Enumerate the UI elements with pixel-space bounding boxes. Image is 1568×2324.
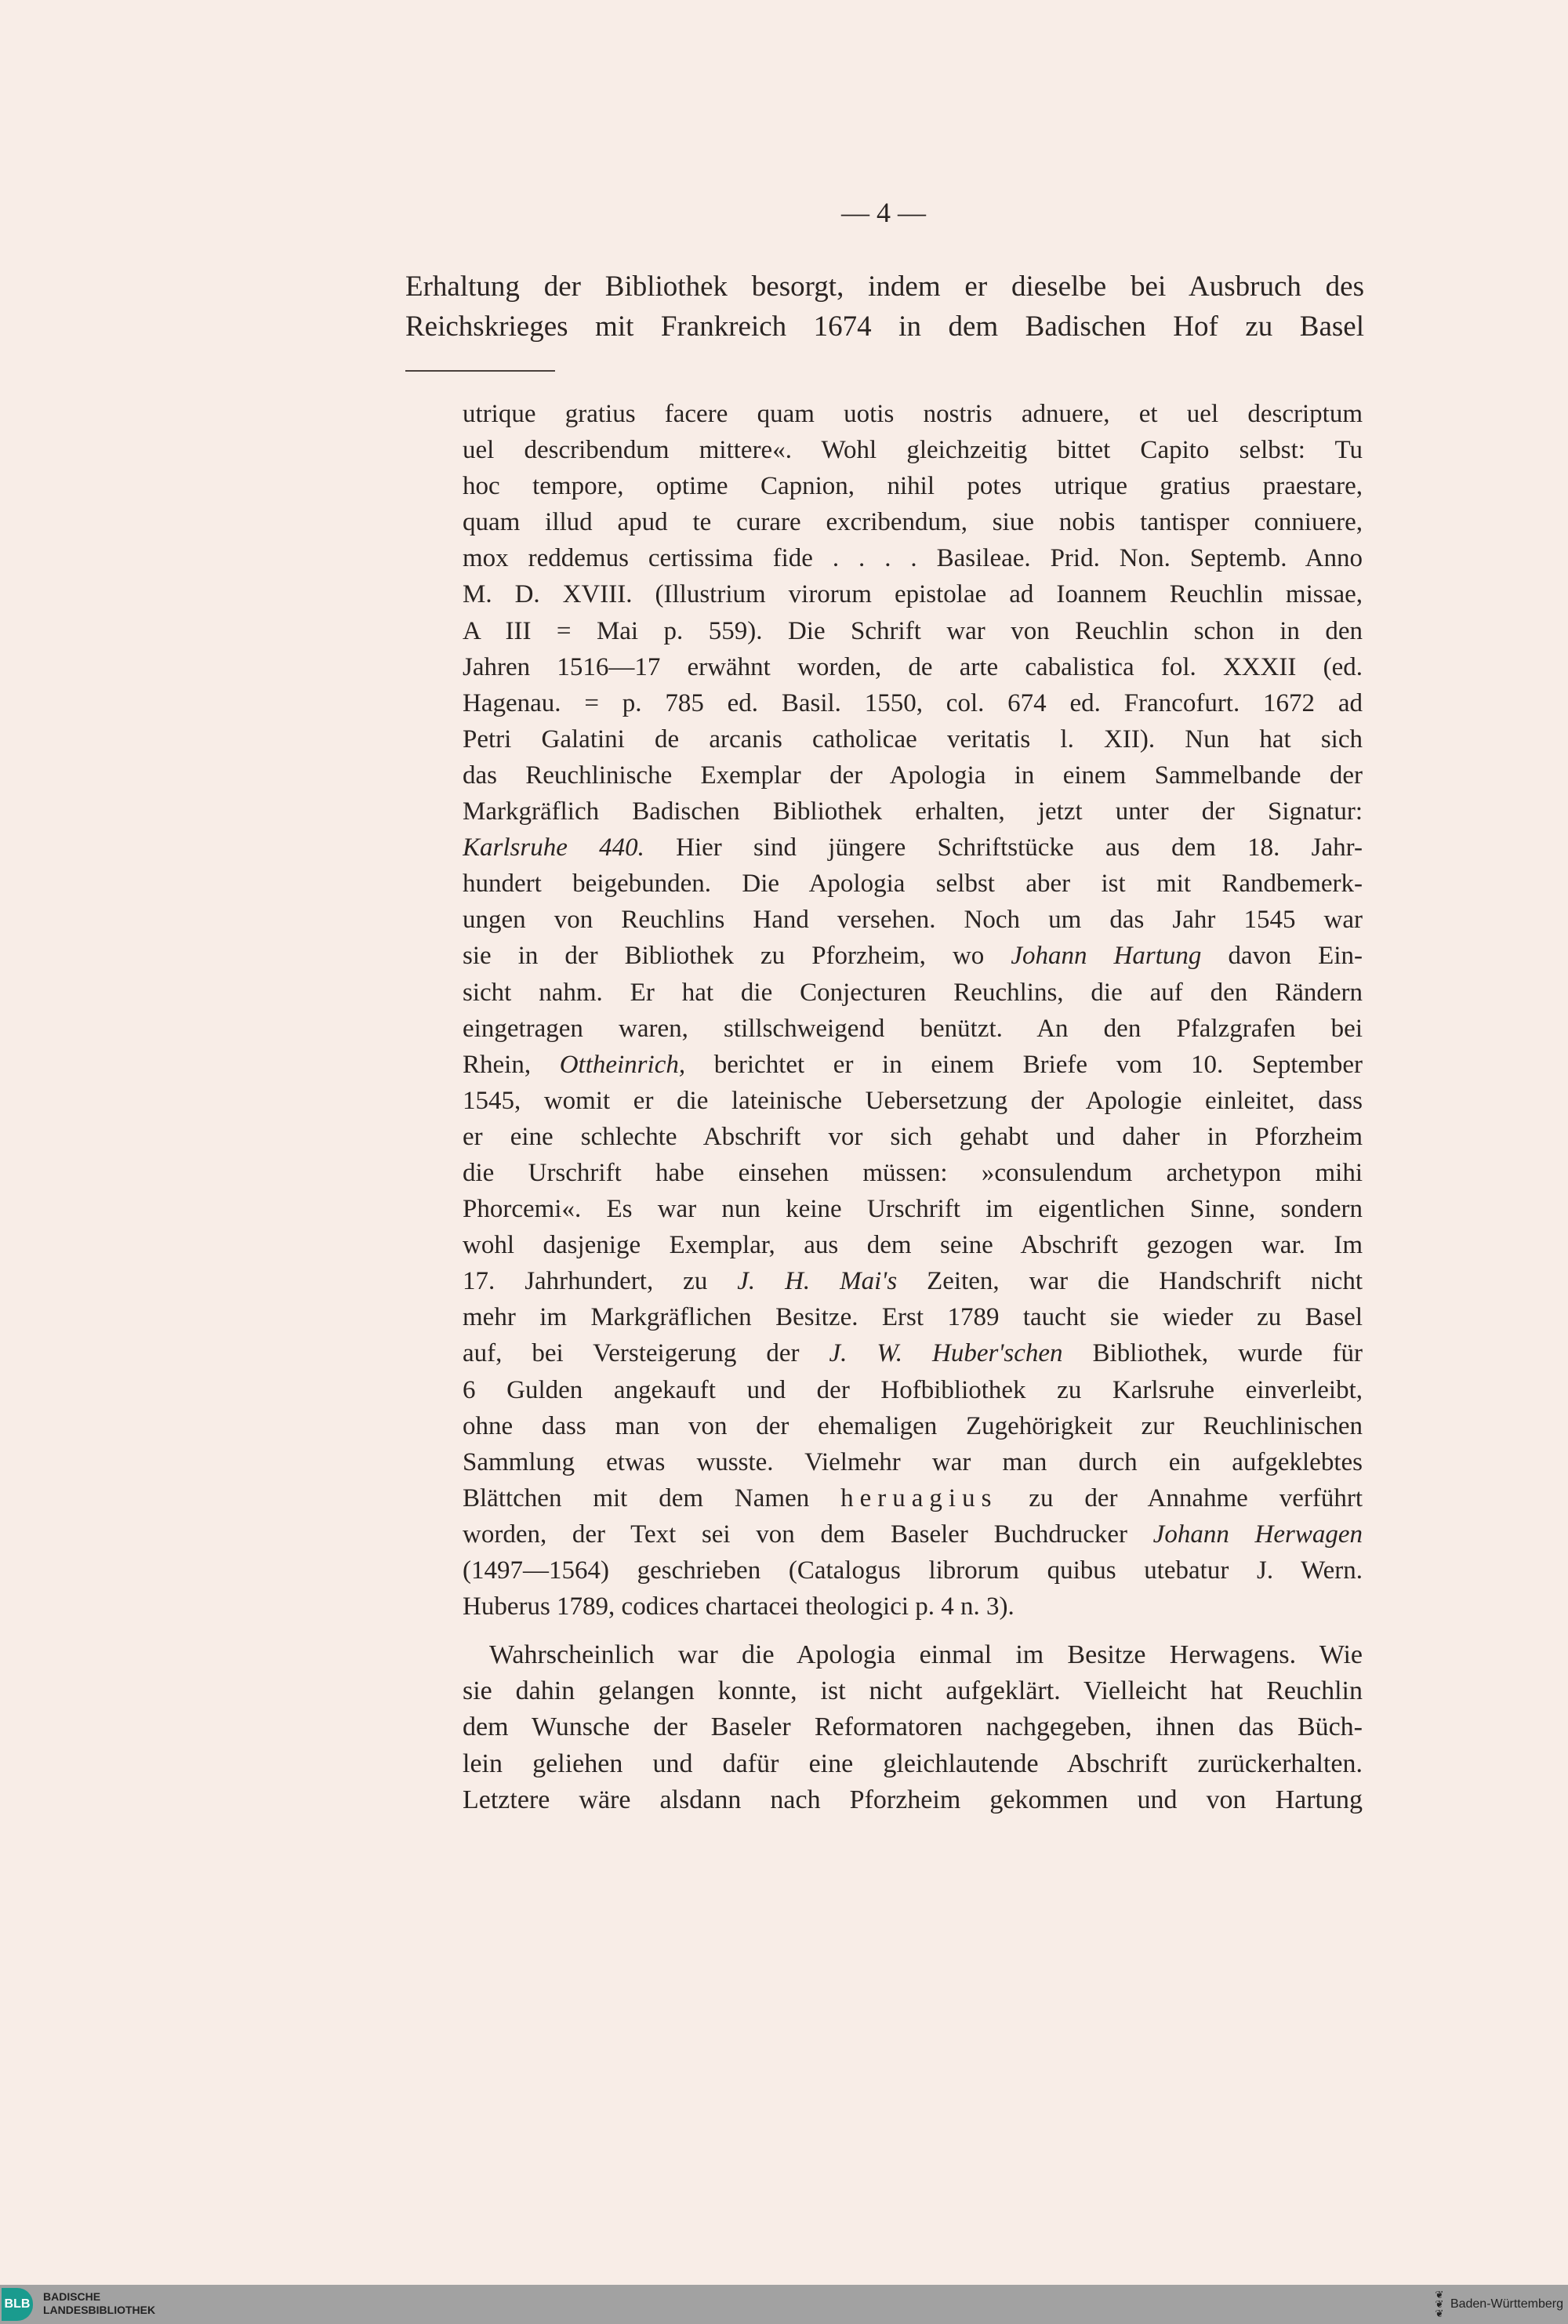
text-segment: Bibliothek, wurde für (1062, 1339, 1363, 1368)
spaced-text: heruagius (840, 1483, 998, 1512)
footnote-line (463, 866, 1363, 902)
text-segment: die Urschrift habe einsehen müssen: »consulendum archetypon mihi (463, 1158, 1363, 1187)
footnote-line (463, 1299, 1363, 1335)
footnote-line (463, 793, 1363, 830)
text-segment: Rhein, (463, 1050, 560, 1079)
text-segment: uel describendum mittere«. Wohl gleichzeitig bittet Capito selbst: Tu (463, 436, 1363, 465)
italic-text: J. H. Mai's (737, 1267, 898, 1296)
footnote-line (463, 1589, 1363, 1625)
text-segment: Zeiten, war die Handschrift nicht (897, 1267, 1363, 1296)
library-name[interactable] (43, 2290, 155, 2317)
text-segment: sicht nahm. Er hat die Conjecturen Reuchlins, die auf den Rändern (463, 978, 1363, 1007)
text-segment: hundert beigebunden. Die Apologia selbst aber ist mit Randbemerk- (463, 870, 1363, 899)
italic-text: Karlsruhe 440. (463, 833, 644, 862)
text-segment: Jahren 1516—17 erwähnt worden, de arte cabalistica fol. XXXII (ed. (463, 652, 1363, 681)
italic-text: Johann Hartung (1011, 942, 1202, 971)
footnote-line (463, 1263, 1363, 1299)
text-segment: davon Ein- (1201, 942, 1363, 971)
text-segment: wohl dasjenige Exemplar, aus dem seine Abschrift gezogen war. Im (463, 1231, 1363, 1260)
footnote-line (463, 757, 1363, 793)
paragraph-line: Letztere wäre alsdann nach Pforzheim gekommen und von Hartung (463, 1785, 1363, 1814)
text-segment: (1497—1564) geschrieben (Catalogus librorum quibus utebatur J. Wern. (463, 1556, 1363, 1585)
text-segment: mox reddemus certissima fide . . . . Basileae. Prid. Non. Septemb. Anno (463, 544, 1363, 573)
text-segment: Hagenau. = p. 785 ed. Basil. 1550, col. 674 ed. Francofurt. 1672 ad (463, 688, 1363, 717)
paragraph-line: sie dahin gelangen konnte, ist nicht aufgeklärt. Vielleicht hat Reuchlin (463, 1676, 1363, 1706)
footnote-line (463, 1083, 1363, 1119)
text-segment: 6 Gulden angekauft und der Hofbibliothek zu Karlsruhe einverleibt, (463, 1375, 1363, 1404)
text-segment: Blättchen mit dem Namen (463, 1483, 841, 1512)
footnote-line (463, 1444, 1363, 1480)
footnote-line (463, 1191, 1363, 1227)
italic-text: Johann Herwagen (1152, 1520, 1363, 1549)
footnote-line (463, 975, 1363, 1011)
footnote-line (463, 1335, 1363, 1371)
state-logo[interactable] (1433, 2290, 1563, 2319)
text-segment: Markgräflich Badischen Bibliothek erhalten, jetzt unter der Signatur: (463, 797, 1363, 826)
text-segment: ohne dass man von der ehemaligen Zugehörigkeit zur Reuchlinischen (463, 1411, 1363, 1440)
italic-text: J. W. Huber'schen (829, 1339, 1063, 1368)
text-segment: er eine schlechte Abschrift vor sich gehabt und daher in Pforzheim (463, 1122, 1363, 1151)
footer-bar (0, 2285, 1568, 2324)
footnote-line (463, 1011, 1363, 1047)
text-segment: Huberus 1789, codices chartacei theologici p. 4 n. 3). (463, 1592, 1014, 1621)
footnote-line (463, 1155, 1363, 1191)
text-segment: sie in der Bibliothek zu Pforzheim, wo (463, 942, 1011, 971)
footnote-line (463, 613, 1363, 649)
text-segment: Hier sind jüngere Schriftstücke aus dem 18. Jahr- (644, 833, 1363, 862)
footnote-line (463, 1227, 1363, 1263)
text-segment: 17. Jahrhundert, zu (463, 1267, 738, 1296)
text-segment: auf, bei Versteigerung der (463, 1339, 829, 1368)
text-segment: 1545, womit er die lateinische Uebersetzung der Apologie einleitet, dass (463, 1086, 1363, 1115)
footnote-line (463, 1480, 1363, 1516)
library-name-line: BADISCHE (43, 2290, 101, 2303)
footnote-line (463, 540, 1363, 576)
paragraph-line: Wahrscheinlich war die Apologia einmal im Besitze Herwagens. Wie (489, 1640, 1363, 1669)
footnote-line (463, 396, 1363, 432)
text-segment: quam illud apud te curare excribendum, siue nobis tantisper conniuere, (463, 508, 1363, 537)
footnote-line (463, 1408, 1363, 1444)
italic-text: Ottheinrich, (559, 1050, 686, 1079)
main-line: Reichskrieges mit Frankreich 1674 in dem Badischen Hof zu Basel (405, 310, 1364, 343)
footnote-line (463, 432, 1363, 468)
footnote-line (463, 504, 1363, 540)
text-segment: Sammlung etwas wusste. Vielmehr war man durch ein aufgeklebtes (463, 1447, 1363, 1476)
footnote-line (463, 685, 1363, 721)
footnote-line (463, 1552, 1363, 1589)
paragraph-line: dem Wunsche der Baseler Reformatoren nachgegeben, ihnen das Büch- (463, 1712, 1363, 1742)
text-segment: ungen von Reuchlins Hand versehen. Noch um das Jahr 1545 war (463, 906, 1363, 935)
footnote-line (463, 938, 1363, 974)
paragraph-line: lein geliehen und dafür eine gleichlautende Abschrift zurückerhalten. (463, 1748, 1363, 1778)
footnote-line (463, 1372, 1363, 1408)
text-segment: Petri Galatini de arcanis catholicae veritatis l. XII). Nun hat sich (463, 724, 1363, 753)
footnote-block (463, 396, 1363, 1625)
lions-icon: ❦ ❦ ❦ (1435, 2289, 1444, 2319)
footnote-line (463, 721, 1363, 757)
text-segment: eingetragen waren, stillschweigend benützt. An den Pfalzgrafen bei (463, 1014, 1363, 1043)
text-segment: zu der Annahme verführt (997, 1483, 1363, 1512)
footnote-line (463, 576, 1363, 612)
state-label: Baden-Württemberg (1450, 2297, 1563, 2311)
text-segment: worden, der Text sei von dem Baseler Buchdrucker (463, 1520, 1153, 1549)
footnote-line (463, 649, 1363, 685)
text-segment: Phorcemi«. Es war nun keine Urschrift im eigentlichen Sinne, sondern (463, 1195, 1363, 1224)
blb-logo[interactable]: BLB (2, 2288, 33, 2321)
text-segment: berichtet er in einem Briefe vom 10. September (685, 1050, 1363, 1079)
text-segment: hoc tempore, optime Capnion, nihil potes utrique gratius praestare, (463, 472, 1363, 501)
text-segment: mehr im Markgräflichen Besitze. Erst 1789 taucht sie wieder zu Basel (463, 1303, 1363, 1332)
main-text (405, 267, 1364, 347)
text-segment: A III = Mai p. 559). Die Schrift war von Reuchlin schon in den (463, 616, 1363, 645)
page-number: — 4 — (841, 197, 926, 228)
footnote-line (463, 1047, 1363, 1083)
text-segment: das Reuchlinische Exemplar der Apologia in einem Sammelbande der (463, 761, 1363, 790)
footnote-line (463, 830, 1363, 866)
main-line: Erhaltung der Bibliothek besorgt, indem er dieselbe bei Ausbruch des (405, 271, 1364, 303)
footnote-line (463, 468, 1363, 504)
footnote-rule (405, 370, 555, 372)
footnote-line (463, 1119, 1363, 1155)
text-segment: M. D. XVIII. (Illustrium virorum epistolae ad Ioannem Reuchlin missae, (463, 580, 1363, 609)
footnote-line (463, 902, 1363, 938)
footnote-line (463, 1516, 1363, 1552)
text-segment: utrique gratius facere quam uotis nostris adnuere, et uel descriptum (463, 400, 1363, 428)
library-name-line: LANDESBIBLIOTHEK (43, 2304, 156, 2316)
paragraph (463, 1637, 1363, 1818)
